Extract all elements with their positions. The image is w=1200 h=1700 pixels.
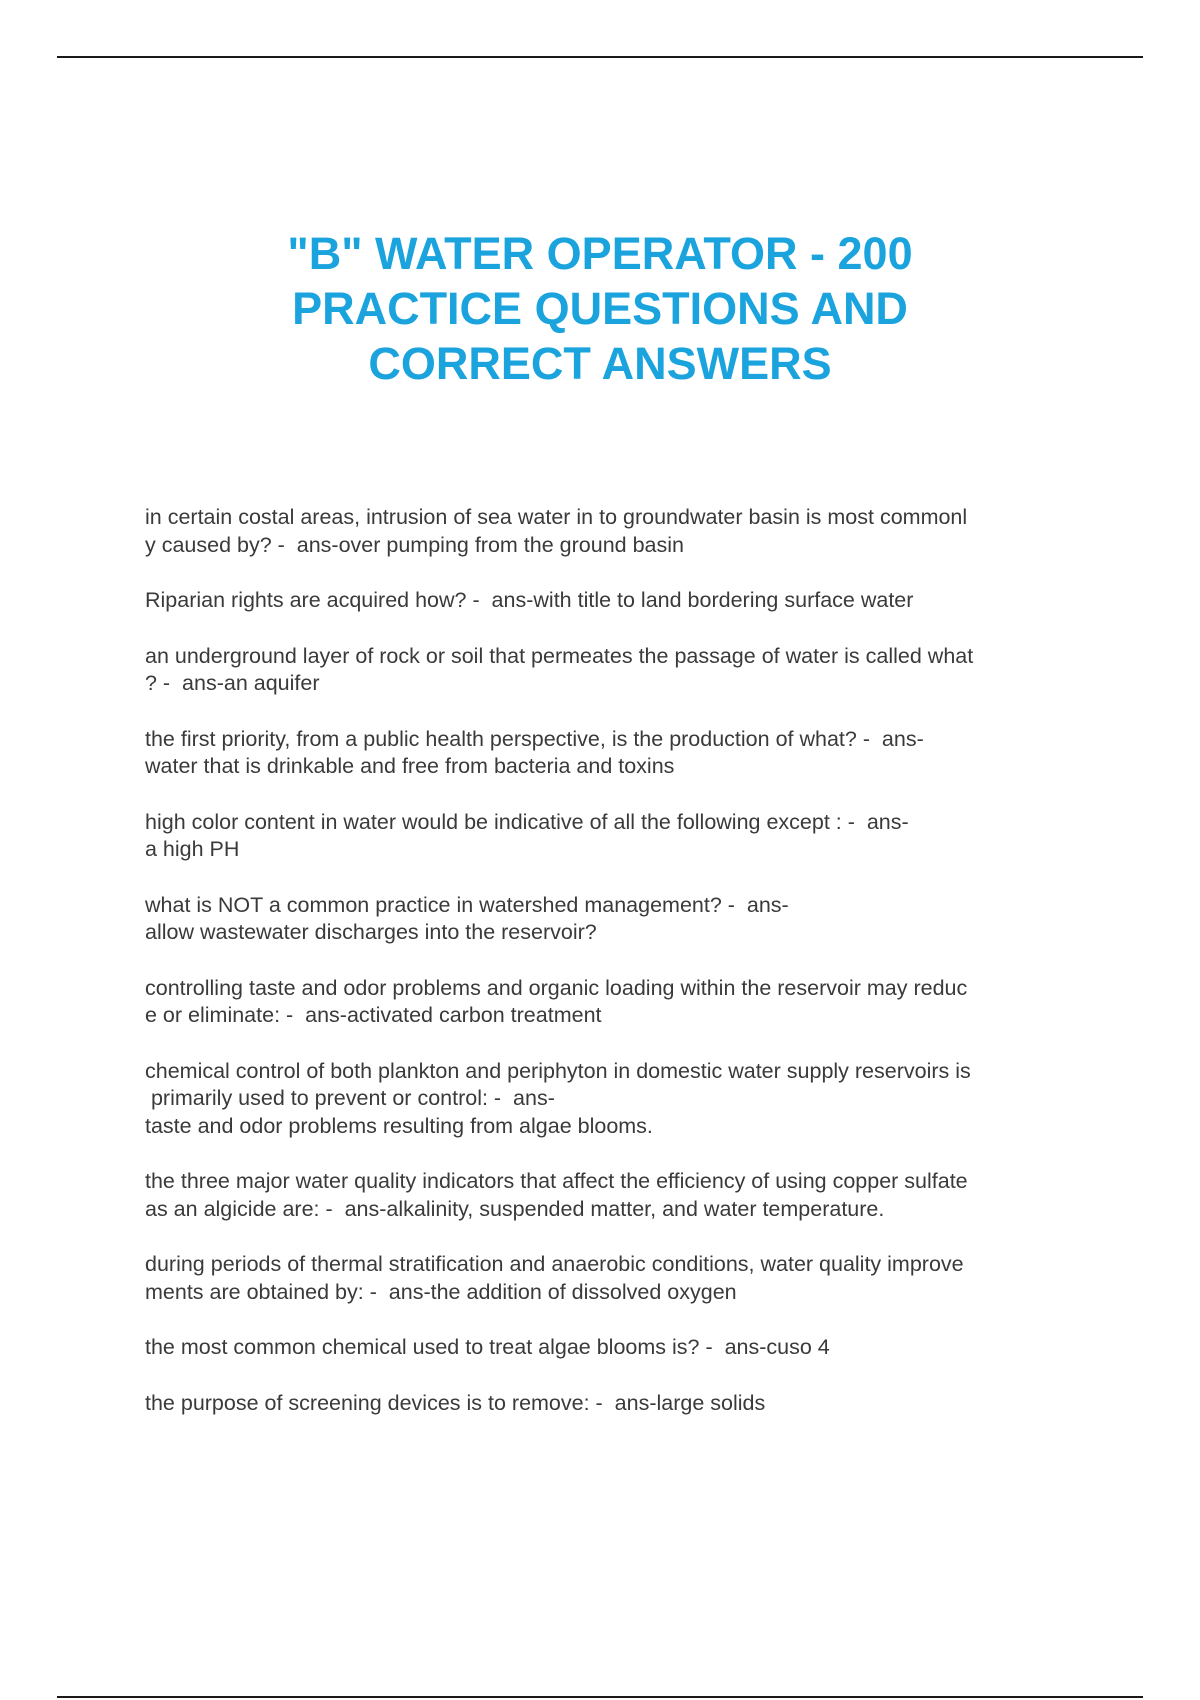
title-line: "B" WATER OPERATOR - 200 [287,228,913,279]
title-line: PRACTICE QUESTIONS AND [292,283,908,334]
qa-text-line: as an algicide are: - ans-alkalinity, suspended matter, and water temperature. [145,1196,885,1221]
qa-text-line: taste and odor problems resulting from algae blooms. [145,1113,653,1138]
document-title [200,226,1000,391]
qa-text-line: high color content in water would be indicative of all the following except : - ans- [145,809,909,834]
qa-item [145,587,1095,615]
qa-text-line: the most common chemical used to treat algae blooms is? - ans-cuso 4 [145,1335,830,1359]
qa-text-line: a high PH [145,837,240,861]
title-line: CORRECT ANSWERS [368,338,832,389]
qa-text-line: during periods of thermal stratification and anaerobic conditions, water quality improve [145,1252,964,1276]
qa-text-line: e or eliminate: - ans-activated carbon treatment [145,1003,602,1027]
qa-item [145,1251,1095,1306]
qa-text-line: an underground layer of rock or soil that permeates the passage of water is called what [145,643,974,668]
header-rule [57,56,1143,58]
qa-text-line: ments are obtained by: - ans-the addition of dissolved oxygen [145,1279,737,1304]
qa-text-line: primarily used to prevent or control: - ans- [145,1086,555,1110]
qa-text-line: chemical control of both plankton and periphyton in domestic water supply reservoirs is [145,1058,971,1083]
qa-text-line: the first priority, from a public health perspective, is the production of what? - ans- [145,726,924,751]
qa-item [145,726,1095,781]
qa-item [145,809,1095,864]
qa-text-line: water that is drinkable and free from bacteria and toxins [145,754,675,778]
qa-text-line: the three major water quality indicators that affect the efficiency of using copper sulfate [145,1169,968,1193]
qa-text-line: what is NOT a common practice in watershed management? - ans- [145,892,789,917]
qa-text-line: controlling taste and odor problems and organic loading within the reservoir may reduc [145,975,968,1000]
qa-text-line: Riparian rights are acquired how? - ans-with title to land bordering surface water [145,588,914,612]
qa-item [145,892,1095,947]
qa-item [145,504,1095,559]
qa-item [145,1390,1095,1418]
qa-item [145,975,1095,1030]
qa-text-line: the purpose of screening devices is to remove: - ans-large solids [145,1390,766,1415]
qa-item [145,643,1095,698]
qa-text-line: y caused by? - ans-over pumping from the ground basin [145,532,684,557]
footer-rule [57,1696,1143,1698]
qa-text-line: in certain costal areas, intrusion of sea water in to groundwater basin is most commonl [145,505,968,529]
question-list [145,504,1095,1445]
qa-text-line: ? - ans-an aquifer [145,671,320,695]
qa-item [145,1168,1095,1223]
qa-item [145,1334,1095,1362]
qa-text-line: allow wastewater discharges into the reservoir? [145,920,597,944]
qa-item [145,1058,1095,1141]
